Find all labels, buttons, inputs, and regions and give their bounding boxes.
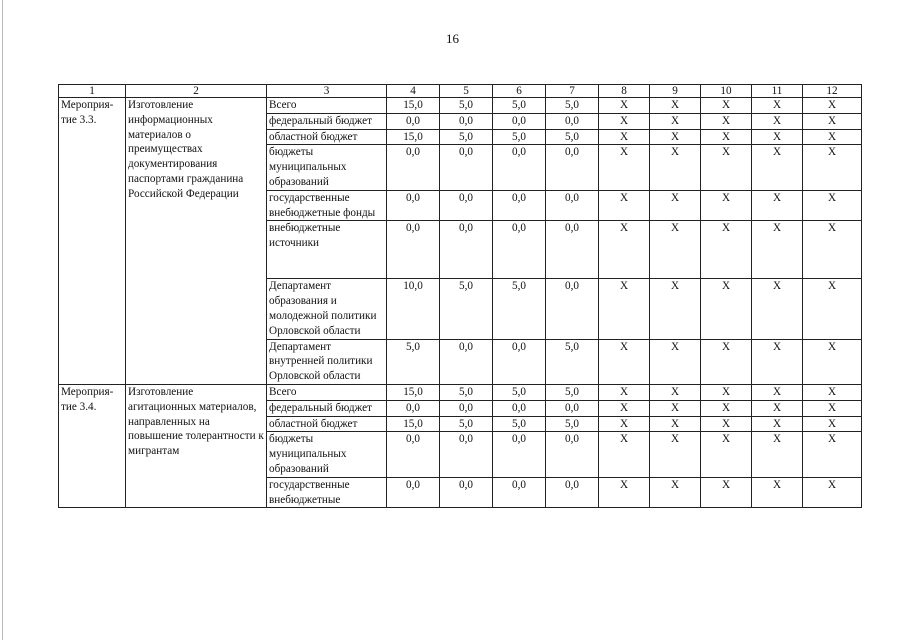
na-cell: X bbox=[803, 221, 862, 279]
amount-cell: 15,0 bbox=[387, 98, 440, 114]
measure-title: Изготовление агитационных материалов, направленных на повышение толерантности к мигрантам bbox=[126, 384, 267, 507]
na-cell: X bbox=[701, 400, 752, 416]
funding-source: бюджеты муниципальных образований bbox=[267, 145, 387, 190]
amount-cell: 5,0 bbox=[440, 98, 493, 114]
amount-cell: 0,0 bbox=[387, 221, 440, 279]
na-cell: X bbox=[650, 113, 701, 129]
funding-source: Всего bbox=[267, 98, 387, 114]
na-cell: X bbox=[599, 221, 650, 279]
amount-cell: 0,0 bbox=[387, 477, 440, 508]
amount-cell: 5,0 bbox=[546, 416, 599, 432]
header-row bbox=[59, 85, 862, 98]
amount-cell: 0,0 bbox=[440, 432, 493, 477]
na-cell: X bbox=[650, 98, 701, 114]
column-header: 1 bbox=[59, 85, 126, 98]
na-cell: X bbox=[599, 98, 650, 114]
amount-cell: 5,0 bbox=[440, 129, 493, 145]
table-row bbox=[59, 98, 862, 114]
amount-cell: 0,0 bbox=[387, 432, 440, 477]
amount-cell: 0,0 bbox=[546, 113, 599, 129]
na-cell: X bbox=[752, 400, 803, 416]
na-cell: X bbox=[752, 384, 803, 400]
amount-cell: 15,0 bbox=[387, 416, 440, 432]
na-cell: X bbox=[803, 400, 862, 416]
na-cell: X bbox=[803, 432, 862, 477]
amount-cell: 0,0 bbox=[493, 221, 546, 279]
amount-cell: 5,0 bbox=[493, 129, 546, 145]
amount-cell: 0,0 bbox=[493, 145, 546, 190]
na-cell: X bbox=[803, 129, 862, 145]
measure-code: Мероприя-тие 3.4. bbox=[59, 384, 126, 507]
amount-cell: 5,0 bbox=[546, 384, 599, 400]
amount-cell: 0,0 bbox=[440, 339, 493, 384]
na-cell: X bbox=[701, 113, 752, 129]
na-cell: X bbox=[650, 190, 701, 221]
na-cell: X bbox=[803, 98, 862, 114]
na-cell: X bbox=[650, 129, 701, 145]
na-cell: X bbox=[752, 432, 803, 477]
na-cell: X bbox=[650, 432, 701, 477]
na-cell: X bbox=[599, 129, 650, 145]
amount-cell: 0,0 bbox=[440, 400, 493, 416]
na-cell: X bbox=[701, 339, 752, 384]
budget-table bbox=[58, 84, 862, 508]
amount-cell: 0,0 bbox=[546, 477, 599, 508]
page-edge-line bbox=[2, 0, 3, 640]
na-cell: X bbox=[599, 190, 650, 221]
amount-cell: 15,0 bbox=[387, 384, 440, 400]
na-cell: X bbox=[752, 279, 803, 339]
amount-cell: 0,0 bbox=[546, 432, 599, 477]
na-cell: X bbox=[650, 221, 701, 279]
amount-cell: 0,0 bbox=[493, 400, 546, 416]
amount-cell: 0,0 bbox=[440, 221, 493, 279]
amount-cell: 0,0 bbox=[387, 400, 440, 416]
column-header: 4 bbox=[387, 85, 440, 98]
na-cell: X bbox=[752, 190, 803, 221]
na-cell: X bbox=[752, 145, 803, 190]
amount-cell: 0,0 bbox=[387, 113, 440, 129]
funding-source: государственные внебюджетные bbox=[267, 477, 387, 508]
page-number: 16 bbox=[446, 31, 459, 46]
amount-cell: 0,0 bbox=[440, 190, 493, 221]
funding-source: областной бюджет bbox=[267, 129, 387, 145]
amount-cell: 0,0 bbox=[546, 145, 599, 190]
na-cell: X bbox=[701, 98, 752, 114]
amount-cell: 0,0 bbox=[546, 400, 599, 416]
na-cell: X bbox=[599, 416, 650, 432]
column-header: 12 bbox=[803, 85, 862, 98]
amount-cell: 0,0 bbox=[546, 190, 599, 221]
na-cell: X bbox=[752, 113, 803, 129]
column-header: 8 bbox=[599, 85, 650, 98]
na-cell: X bbox=[752, 416, 803, 432]
na-cell: X bbox=[701, 129, 752, 145]
na-cell: X bbox=[599, 432, 650, 477]
na-cell: X bbox=[803, 339, 862, 384]
na-cell: X bbox=[803, 477, 862, 508]
amount-cell: 0,0 bbox=[493, 113, 546, 129]
column-header: 6 bbox=[493, 85, 546, 98]
na-cell: X bbox=[599, 113, 650, 129]
na-cell: X bbox=[701, 384, 752, 400]
na-cell: X bbox=[752, 339, 803, 384]
amount-cell: 5,0 bbox=[546, 339, 599, 384]
amount-cell: 0,0 bbox=[440, 113, 493, 129]
funding-source: внебюджетные источники bbox=[267, 221, 387, 279]
amount-cell: 5,0 bbox=[493, 384, 546, 400]
measure-code: Мероприя-тие 3.3. bbox=[59, 98, 126, 385]
amount-cell: 0,0 bbox=[387, 145, 440, 190]
amount-cell: 0,0 bbox=[440, 477, 493, 508]
na-cell: X bbox=[803, 190, 862, 221]
na-cell: X bbox=[803, 384, 862, 400]
na-cell: X bbox=[752, 221, 803, 279]
funding-source: Всего bbox=[267, 384, 387, 400]
amount-cell: 5,0 bbox=[546, 129, 599, 145]
na-cell: X bbox=[599, 384, 650, 400]
funding-source: федеральный бюджет bbox=[267, 400, 387, 416]
na-cell: X bbox=[803, 145, 862, 190]
amount-cell: 5,0 bbox=[387, 339, 440, 384]
amount-cell: 5,0 bbox=[493, 279, 546, 339]
na-cell: X bbox=[701, 221, 752, 279]
amount-cell: 0,0 bbox=[387, 190, 440, 221]
measure-title: Изготовление информационных материалов о преимуществах документирования паспортами гражданина Российской Федерации bbox=[126, 98, 267, 385]
amount-cell: 0,0 bbox=[493, 339, 546, 384]
na-cell: X bbox=[803, 416, 862, 432]
amount-cell: 0,0 bbox=[493, 477, 546, 508]
amount-cell: 0,0 bbox=[493, 190, 546, 221]
na-cell: X bbox=[650, 416, 701, 432]
na-cell: X bbox=[752, 477, 803, 508]
amount-cell: 5,0 bbox=[546, 98, 599, 114]
na-cell: X bbox=[599, 400, 650, 416]
funding-source: областной бюджет bbox=[267, 416, 387, 432]
column-header: 10 bbox=[701, 85, 752, 98]
na-cell: X bbox=[701, 145, 752, 190]
amount-cell: 0,0 bbox=[493, 432, 546, 477]
funding-source: Департамент внутренней политики Орловской области bbox=[267, 339, 387, 384]
na-cell: X bbox=[650, 145, 701, 190]
amount-cell: 0,0 bbox=[546, 279, 599, 339]
column-header: 5 bbox=[440, 85, 493, 98]
funding-source: федеральный бюджет bbox=[267, 113, 387, 129]
amount-cell: 5,0 bbox=[440, 279, 493, 339]
na-cell: X bbox=[599, 477, 650, 508]
amount-cell: 0,0 bbox=[546, 221, 599, 279]
na-cell: X bbox=[599, 279, 650, 339]
na-cell: X bbox=[752, 129, 803, 145]
na-cell: X bbox=[803, 113, 862, 129]
table-row bbox=[59, 384, 862, 400]
na-cell: X bbox=[803, 279, 862, 339]
na-cell: X bbox=[701, 477, 752, 508]
amount-cell: 5,0 bbox=[440, 416, 493, 432]
na-cell: X bbox=[650, 384, 701, 400]
column-header: 2 bbox=[126, 85, 267, 98]
na-cell: X bbox=[752, 98, 803, 114]
amount-cell: 10,0 bbox=[387, 279, 440, 339]
funding-source: государственные внебюджетные фонды bbox=[267, 190, 387, 221]
amount-cell: 5,0 bbox=[493, 416, 546, 432]
na-cell: X bbox=[650, 279, 701, 339]
amount-cell: 0,0 bbox=[440, 145, 493, 190]
na-cell: X bbox=[701, 190, 752, 221]
na-cell: X bbox=[599, 145, 650, 190]
column-header: 7 bbox=[546, 85, 599, 98]
amount-cell: 15,0 bbox=[387, 129, 440, 145]
amount-cell: 5,0 bbox=[440, 384, 493, 400]
column-header: 9 bbox=[650, 85, 701, 98]
na-cell: X bbox=[650, 339, 701, 384]
column-header: 3 bbox=[267, 85, 387, 98]
na-cell: X bbox=[650, 477, 701, 508]
table-body bbox=[59, 98, 862, 508]
na-cell: X bbox=[599, 339, 650, 384]
funding-source: бюджеты муниципальных образований bbox=[267, 432, 387, 477]
column-header: 11 bbox=[752, 85, 803, 98]
na-cell: X bbox=[701, 416, 752, 432]
na-cell: X bbox=[650, 400, 701, 416]
na-cell: X bbox=[701, 279, 752, 339]
amount-cell: 5,0 bbox=[493, 98, 546, 114]
na-cell: X bbox=[701, 432, 752, 477]
funding-source: Департамент образования и молодежной политики Орловской области bbox=[267, 279, 387, 339]
